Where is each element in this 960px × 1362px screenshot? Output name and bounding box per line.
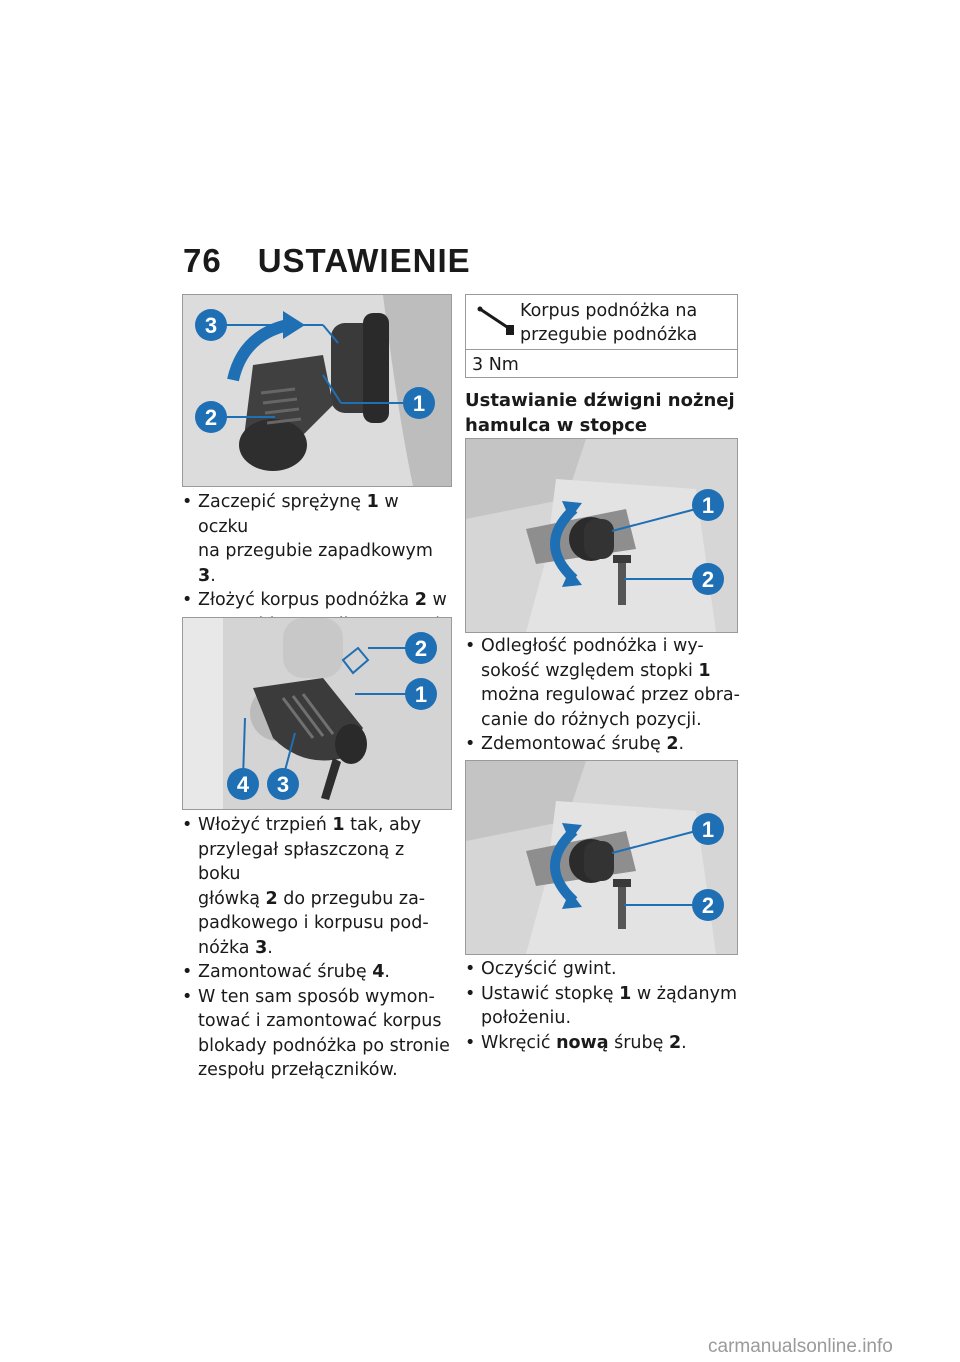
- text-segment: w: [426, 590, 447, 610]
- instruction-list-4: [465, 957, 745, 1055]
- callout-number: 1: [412, 391, 426, 416]
- callout-ref: 2: [414, 590, 427, 610]
- figure-pin-insert: [182, 617, 452, 810]
- text-segment: canie do różnych pozycji.: [481, 709, 702, 730]
- text-segment: śrubę: [608, 1032, 669, 1053]
- text-segment: .: [384, 962, 390, 982]
- text-segment: główką: [198, 888, 266, 909]
- text-segment: Włożyć trzpień: [198, 815, 333, 835]
- text-segment: tować i zamontować korpus: [198, 1011, 442, 1031]
- torque-spec-header: [466, 295, 737, 350]
- text-segment: sokość względem stopki: [481, 660, 699, 681]
- figure-brake-lever-adjust-drawing: [466, 439, 737, 632]
- callout-number: 4: [236, 772, 250, 797]
- figure-screw-install: [465, 760, 738, 955]
- text-segment: Zaczepić sprężynę: [198, 492, 367, 512]
- text-segment: położeniu.: [481, 1008, 572, 1028]
- text-segment: .: [210, 565, 216, 586]
- text-segment: W ten sam sposób wymon-: [198, 986, 435, 1007]
- figure-pin-insert-drawing: [183, 618, 451, 809]
- callout-ref: 1: [698, 660, 711, 681]
- callout-number: 3: [204, 313, 218, 338]
- figure-brake-lever-adjust: [465, 438, 738, 633]
- list-item: [182, 490, 452, 588]
- text-segment: Oczyścić gwint.: [481, 959, 617, 979]
- callout-ref: 3: [198, 565, 211, 586]
- torque-spec-value: 3 Nm: [472, 355, 519, 375]
- callout-ref: 2: [668, 1032, 682, 1053]
- text-segment: .: [681, 1032, 687, 1053]
- text-segment: Wkręcić: [481, 1032, 557, 1053]
- text-segment: .: [267, 937, 273, 958]
- text-segment: można regulować przez obra-: [481, 685, 740, 705]
- text-segment: hamulca w stopce: [465, 414, 648, 436]
- list-item: [465, 1031, 745, 1056]
- text-segment: Złożyć korpus podnóżka: [198, 590, 415, 610]
- callout-number: 1: [701, 493, 715, 518]
- text-segment: na przegubie zapadkowym: [198, 541, 433, 561]
- instruction-list-2: [182, 813, 452, 1083]
- text-segment: Zdemontować śrubę: [481, 734, 667, 754]
- emphasis-text: nową: [556, 1032, 609, 1053]
- text-segment: w żądanym: [631, 983, 738, 1004]
- callout-number: 2: [701, 893, 715, 918]
- section-heading: [465, 389, 745, 438]
- text-segment: w oczku: [198, 492, 399, 537]
- text-segment: .: [678, 734, 685, 754]
- callout-number: 1: [414, 682, 428, 707]
- text-segment: blokady podnóżka po stronie: [198, 1035, 450, 1056]
- figure-screw-install-drawing: [466, 761, 737, 954]
- figure-spring-hook: [182, 294, 452, 487]
- list-item: [182, 985, 452, 1083]
- callout-ref: 2: [666, 734, 679, 754]
- list-item: [465, 732, 745, 757]
- list-item: [182, 960, 452, 985]
- callout-number: 3: [276, 772, 290, 797]
- callout-number: 1: [701, 817, 715, 842]
- callout-number: 2: [204, 405, 218, 430]
- callout-number: 2: [701, 567, 715, 592]
- list-item: [182, 813, 452, 960]
- text-segment: nóżka: [198, 937, 256, 958]
- text-segment: przylegał spłaszczoną z boku: [198, 839, 405, 884]
- text-segment: Zamontować śrubę: [198, 962, 373, 982]
- text-segment: Odległość podnóżka i wy-: [481, 636, 704, 656]
- callout-ref: 3: [255, 937, 268, 958]
- list-item: [465, 982, 745, 1031]
- torque-spec-table: [465, 294, 738, 378]
- torque-wrench-icon: [476, 305, 518, 337]
- text-segment: przegubie podnóżka: [520, 325, 698, 345]
- text-segment: tak, aby: [344, 815, 422, 835]
- watermark: carmanualsonline.info: [708, 1336, 893, 1357]
- text-segment: padkowego i korpusu pod-: [198, 913, 429, 933]
- text-segment: Korpus podnóżka na: [520, 301, 698, 321]
- list-item: [465, 634, 745, 732]
- callout-number: 2: [414, 636, 428, 661]
- page-header: [183, 242, 471, 280]
- figure-spring-hook-drawing: [183, 295, 451, 486]
- list-item: [465, 957, 745, 982]
- instruction-list-3: [465, 634, 745, 757]
- torque-spec-label: [520, 299, 697, 347]
- text-segment: do przegubu za-: [277, 888, 426, 909]
- page-number: 76: [183, 242, 222, 279]
- callout-ref: 1: [619, 983, 632, 1004]
- text-segment: Ustawić stopkę: [481, 983, 620, 1004]
- page-title: USTAWIENIE: [257, 242, 471, 279]
- callout-ref: 1: [332, 815, 345, 835]
- callout-ref: 4: [372, 962, 385, 982]
- callout-ref: 2: [265, 888, 278, 909]
- callout-ref: 1: [366, 492, 379, 512]
- text-segment: zespołu przełączników.: [198, 1060, 398, 1080]
- text-segment: Ustawianie dźwigni nożnej: [465, 390, 735, 411]
